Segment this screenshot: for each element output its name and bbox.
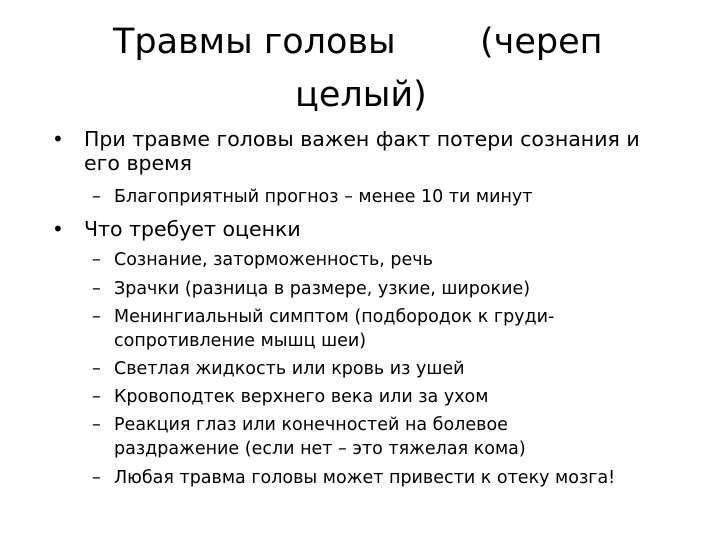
bullet-text-line: При травме головы важен факт потери сознания и bbox=[84, 127, 640, 151]
sub-bullet-item bbox=[92, 414, 682, 462]
dash-marker: – bbox=[92, 415, 101, 435]
sub-bullet-text: Реакция глаз или конечностей на болевое bbox=[114, 415, 508, 435]
sub-bullet-item bbox=[92, 278, 682, 302]
slide-title-part3: целый) bbox=[295, 75, 427, 115]
sub-bullet-text: раздражение (если нет – это тяжелая кома) bbox=[114, 439, 526, 459]
sub-bullet-item bbox=[92, 186, 682, 210]
bullet-text-line: Что требует оценки bbox=[84, 217, 301, 241]
dash-marker: – bbox=[92, 307, 101, 327]
sub-bullet-text: Зрачки (разница в размере, узкие, широкие) bbox=[114, 279, 531, 299]
bullet-item bbox=[52, 127, 712, 177]
sub-bullet-item bbox=[92, 249, 682, 273]
bullet-marker: • bbox=[52, 217, 64, 241]
sub-bullet-text: Кровоподтек верхнего века или за ухом bbox=[114, 387, 489, 407]
dash-marker: – bbox=[92, 468, 101, 488]
sub-bullet-text: Благоприятный прогноз – менее 10 ти минут bbox=[114, 187, 533, 207]
dash-marker: – bbox=[92, 250, 101, 270]
sub-bullet-item bbox=[92, 467, 682, 491]
sub-bullet-text: Светлая жидкость или кровь из ушей bbox=[114, 359, 465, 379]
sub-bullet-text: Менингиальный симптом (подбородок к груди- bbox=[114, 307, 555, 327]
bullet-marker: • bbox=[52, 127, 64, 151]
dash-marker: – bbox=[92, 279, 101, 299]
sub-bullet-item bbox=[92, 358, 682, 382]
sub-bullet-item bbox=[92, 306, 682, 354]
dash-marker: – bbox=[92, 359, 101, 379]
dash-marker: – bbox=[92, 187, 101, 207]
sub-bullet-text: сопротивление мышц шеи) bbox=[114, 331, 367, 351]
sub-bullet-text: Сознание, заторможенность, речь bbox=[114, 250, 433, 270]
slide-title-part1: Травмы головы bbox=[113, 22, 396, 62]
slide-title-part2: (череп bbox=[480, 22, 603, 62]
sub-bullet-item bbox=[92, 386, 682, 410]
sub-bullet-text: Любая травма головы может привести к отеку мозга! bbox=[114, 468, 616, 488]
bullet-text-line: его время bbox=[84, 151, 192, 175]
dash-marker: – bbox=[92, 387, 101, 407]
bullet-item bbox=[52, 217, 712, 243]
